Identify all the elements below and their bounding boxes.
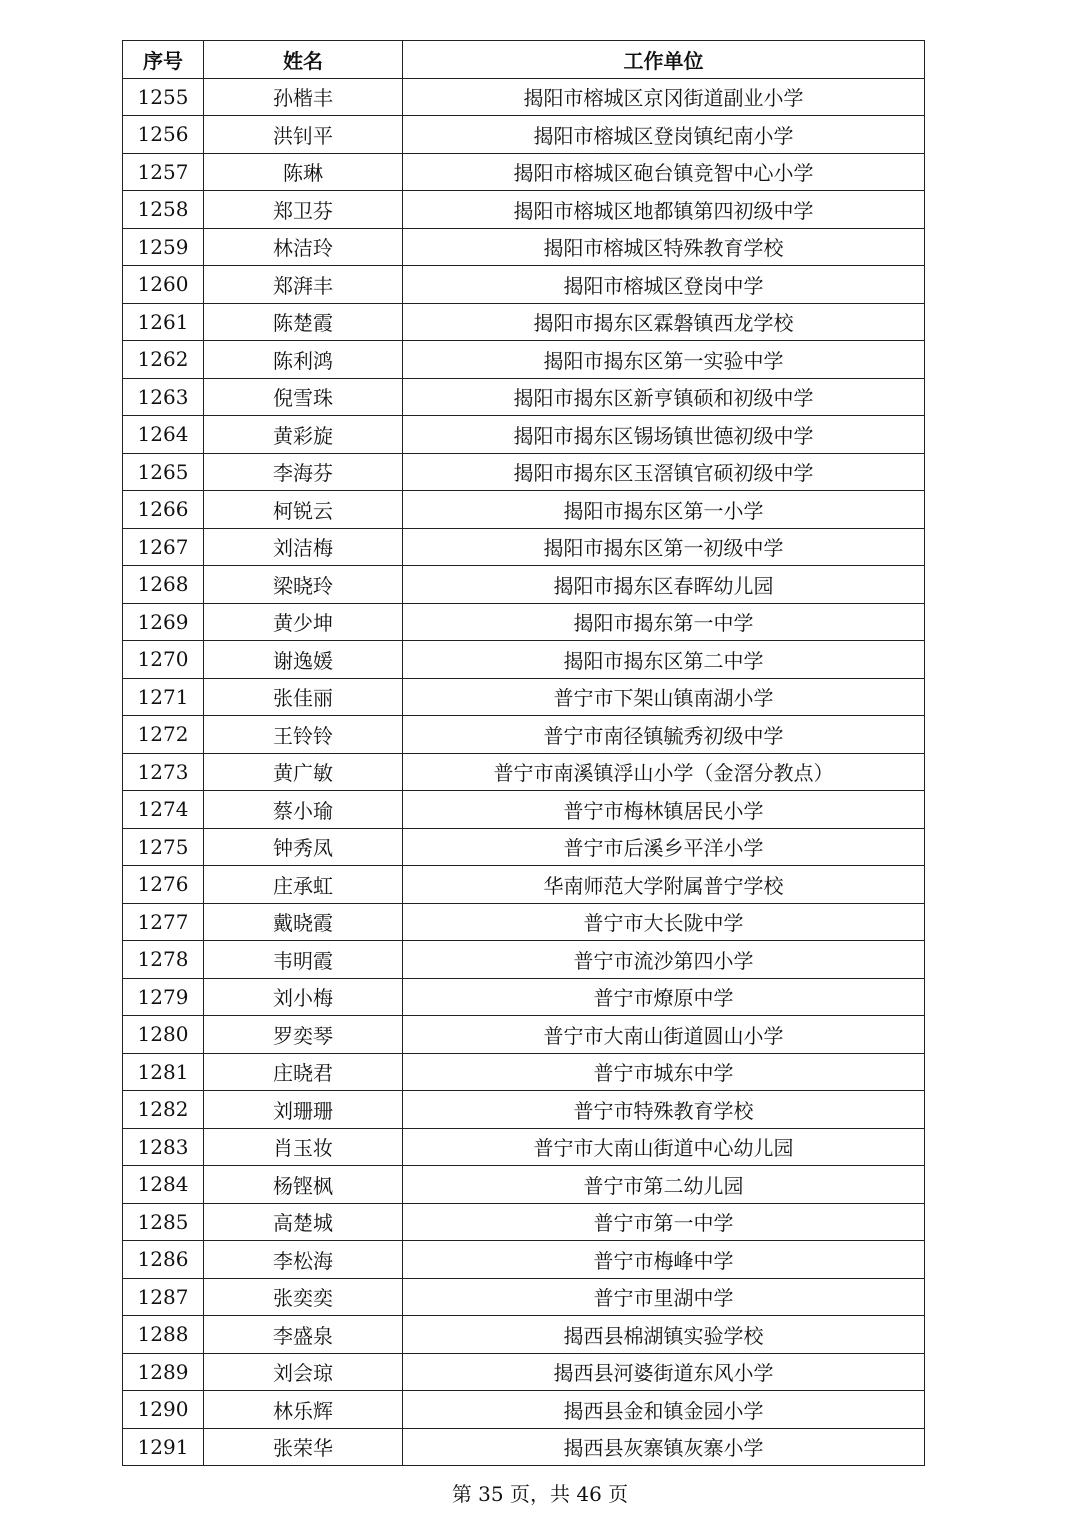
table-row	[123, 1353, 925, 1391]
cell-workplace: 普宁市下架山镇南湖小学	[403, 678, 925, 716]
cell-name: 孙楷丰	[204, 78, 403, 116]
cell-workplace: 揭阳市榕城区特殊教育学校	[403, 228, 925, 266]
cell-workplace: 揭阳市揭东区第一初级中学	[403, 528, 925, 566]
table-header-row	[123, 41, 925, 79]
table-row	[123, 1128, 925, 1166]
cell-workplace: 普宁市大长陇中学	[403, 903, 925, 941]
cell-number: 1280	[123, 1016, 204, 1054]
table-row	[123, 491, 925, 529]
cell-workplace: 普宁市大南山街道圆山小学	[403, 1016, 925, 1054]
cell-workplace: 普宁市大南山街道中心幼儿园	[403, 1128, 925, 1166]
table-row	[123, 1203, 925, 1241]
cell-number: 1291	[123, 1428, 204, 1466]
cell-workplace: 揭阳市揭东区第一小学	[403, 491, 925, 529]
cell-name: 陈利鸿	[204, 341, 403, 379]
table-row	[123, 753, 925, 791]
cell-name: 蔡小瑜	[204, 791, 403, 829]
cell-workplace: 揭西县棉湖镇实验学校	[403, 1316, 925, 1354]
cell-name: 王铃铃	[204, 716, 403, 754]
cell-number: 1255	[123, 78, 204, 116]
cell-name: 梁晓玲	[204, 566, 403, 604]
cell-workplace: 普宁市南径镇毓秀初级中学	[403, 716, 925, 754]
cell-workplace: 普宁市里湖中学	[403, 1278, 925, 1316]
cell-number: 1286	[123, 1241, 204, 1279]
column-header-name: 姓名	[204, 41, 403, 79]
cell-workplace: 揭阳市榕城区地都镇第四初级中学	[403, 191, 925, 229]
cell-number: 1263	[123, 378, 204, 416]
cell-name: 刘会琼	[204, 1353, 403, 1391]
cell-workplace: 揭阳市揭东第一中学	[403, 603, 925, 641]
cell-number: 1288	[123, 1316, 204, 1354]
table-row	[123, 1316, 925, 1354]
column-header-number: 序号	[123, 41, 204, 79]
table-row	[123, 528, 925, 566]
cell-name: 李松海	[204, 1241, 403, 1279]
table-row	[123, 416, 925, 454]
cell-number: 1277	[123, 903, 204, 941]
cell-workplace: 揭阳市揭东区春晖幼儿园	[403, 566, 925, 604]
cell-number: 1285	[123, 1203, 204, 1241]
cell-workplace: 普宁市特殊教育学校	[403, 1091, 925, 1129]
cell-number: 1265	[123, 453, 204, 491]
table-row	[123, 866, 925, 904]
cell-workplace: 揭西县金和镇金园小学	[403, 1391, 925, 1429]
table-row	[123, 791, 925, 829]
table-row	[123, 641, 925, 679]
cell-number: 1259	[123, 228, 204, 266]
cell-name: 肖玉妆	[204, 1128, 403, 1166]
table-row	[123, 228, 925, 266]
table-row	[123, 1016, 925, 1054]
cell-number: 1276	[123, 866, 204, 904]
table-header	[123, 41, 925, 79]
cell-number: 1258	[123, 191, 204, 229]
cell-name: 戴晓霞	[204, 903, 403, 941]
table-row	[123, 191, 925, 229]
cell-number: 1281	[123, 1053, 204, 1091]
table-row	[123, 1091, 925, 1129]
cell-workplace: 揭阳市揭东区锡场镇世德初级中学	[403, 416, 925, 454]
cell-name: 洪钊平	[204, 116, 403, 154]
cell-name: 张荣华	[204, 1428, 403, 1466]
cell-workplace: 普宁市第一中学	[403, 1203, 925, 1241]
table-row	[123, 828, 925, 866]
table-row	[123, 603, 925, 641]
cell-workplace: 普宁市燎原中学	[403, 978, 925, 1016]
cell-name: 林洁玲	[204, 228, 403, 266]
cell-workplace: 揭西县河婆街道东风小学	[403, 1353, 925, 1391]
cell-workplace: 普宁市梅林镇居民小学	[403, 791, 925, 829]
cell-number: 1264	[123, 416, 204, 454]
cell-workplace: 揭西县灰寨镇灰寨小学	[403, 1428, 925, 1466]
table-body	[123, 78, 925, 1466]
cell-name: 张佳丽	[204, 678, 403, 716]
cell-number: 1267	[123, 528, 204, 566]
table-row	[123, 453, 925, 491]
cell-number: 1256	[123, 116, 204, 154]
table-row	[123, 341, 925, 379]
staff-list-table	[122, 40, 925, 1466]
cell-name: 庄承虹	[204, 866, 403, 904]
cell-name: 刘洁梅	[204, 528, 403, 566]
table-row	[123, 716, 925, 754]
cell-name: 黄彩旋	[204, 416, 403, 454]
cell-number: 1273	[123, 753, 204, 791]
table-row	[123, 153, 925, 191]
cell-workplace: 普宁市城东中学	[403, 1053, 925, 1091]
cell-number: 1268	[123, 566, 204, 604]
cell-workplace: 普宁市南溪镇浮山小学（金滘分教点）	[403, 753, 925, 791]
table-row	[123, 941, 925, 979]
cell-number: 1284	[123, 1166, 204, 1204]
column-header-workplace: 工作单位	[403, 41, 925, 79]
cell-name: 林乐辉	[204, 1391, 403, 1429]
cell-number: 1282	[123, 1091, 204, 1129]
table-row	[123, 978, 925, 1016]
table-row	[123, 1428, 925, 1466]
page-number-footer: 第 35 页，共 46 页	[451, 1482, 629, 1506]
cell-number: 1279	[123, 978, 204, 1016]
cell-name: 谢逸媛	[204, 641, 403, 679]
cell-number: 1260	[123, 266, 204, 304]
cell-number: 1272	[123, 716, 204, 754]
table-row	[123, 78, 925, 116]
cell-workplace: 揭阳市揭东区第一实验中学	[403, 341, 925, 379]
cell-name: 陈楚霞	[204, 303, 403, 341]
cell-number: 1275	[123, 828, 204, 866]
table-row	[123, 1391, 925, 1429]
table-row	[123, 303, 925, 341]
cell-number: 1262	[123, 341, 204, 379]
cell-workplace: 揭阳市榕城区登岗镇纪南小学	[403, 116, 925, 154]
cell-number: 1257	[123, 153, 204, 191]
cell-number: 1283	[123, 1128, 204, 1166]
cell-number: 1266	[123, 491, 204, 529]
cell-name: 倪雪珠	[204, 378, 403, 416]
cell-workplace: 揭阳市榕城区京冈街道副业小学	[403, 78, 925, 116]
table-row	[123, 266, 925, 304]
cell-name: 罗奕琴	[204, 1016, 403, 1054]
cell-workplace: 普宁市流沙第四小学	[403, 941, 925, 979]
cell-name: 李盛泉	[204, 1316, 403, 1354]
cell-name: 柯锐云	[204, 491, 403, 529]
cell-name: 李海芬	[204, 453, 403, 491]
cell-workplace: 普宁市梅峰中学	[403, 1241, 925, 1279]
table-row	[123, 1053, 925, 1091]
cell-name: 黄少坤	[204, 603, 403, 641]
cell-workplace: 揭阳市揭东区玉滘镇官硕初级中学	[403, 453, 925, 491]
cell-number: 1270	[123, 641, 204, 679]
cell-number: 1290	[123, 1391, 204, 1429]
table-row	[123, 1241, 925, 1279]
table-row	[123, 1166, 925, 1204]
cell-workplace: 揭阳市揭东区第二中学	[403, 641, 925, 679]
cell-number: 1269	[123, 603, 204, 641]
cell-number: 1274	[123, 791, 204, 829]
cell-number: 1289	[123, 1353, 204, 1391]
cell-name: 刘小梅	[204, 978, 403, 1016]
table-row	[123, 566, 925, 604]
cell-number: 1261	[123, 303, 204, 341]
table-row	[123, 903, 925, 941]
cell-workplace: 普宁市后溪乡平洋小学	[403, 828, 925, 866]
table-row	[123, 678, 925, 716]
cell-name: 庄晓君	[204, 1053, 403, 1091]
table-row	[123, 1278, 925, 1316]
table-row	[123, 116, 925, 154]
cell-name: 钟秀凤	[204, 828, 403, 866]
cell-name: 张奕奕	[204, 1278, 403, 1316]
cell-workplace: 揭阳市榕城区砲台镇竞智中心小学	[403, 153, 925, 191]
cell-workplace: 揭阳市揭东区新亨镇硕和初级中学	[403, 378, 925, 416]
cell-workplace: 华南师范大学附属普宁学校	[403, 866, 925, 904]
cell-name: 郑湃丰	[204, 266, 403, 304]
cell-name: 高楚城	[204, 1203, 403, 1241]
cell-workplace: 普宁市第二幼儿园	[403, 1166, 925, 1204]
cell-name: 杨铿枫	[204, 1166, 403, 1204]
cell-workplace: 揭阳市榕城区登岗中学	[403, 266, 925, 304]
cell-name: 刘珊珊	[204, 1091, 403, 1129]
cell-number: 1287	[123, 1278, 204, 1316]
cell-name: 黄广敏	[204, 753, 403, 791]
cell-name: 韦明霞	[204, 941, 403, 979]
cell-number: 1271	[123, 678, 204, 716]
cell-name: 郑卫芬	[204, 191, 403, 229]
table-row	[123, 378, 925, 416]
cell-workplace: 揭阳市揭东区霖磐镇西龙学校	[403, 303, 925, 341]
cell-number: 1278	[123, 941, 204, 979]
cell-name: 陈琳	[204, 153, 403, 191]
